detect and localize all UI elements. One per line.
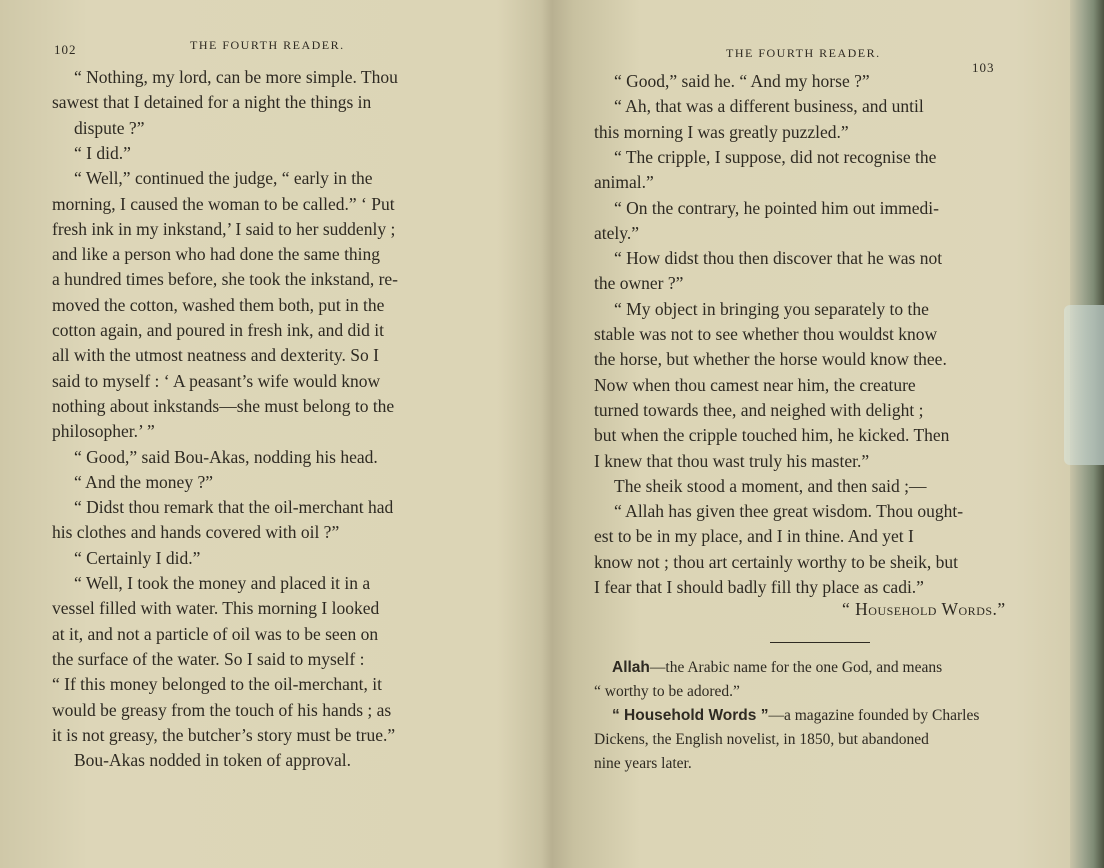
text-line: “ Allah has given thee great wisdom. Thou ought- <box>614 501 964 522</box>
footnote-text: —a magazine founded by Charles <box>768 707 980 724</box>
text-line: “ On the contrary, he pointed him out immedi- <box>614 197 939 218</box>
text-line: dispute ?” <box>74 117 145 138</box>
text-line: “ I did.” <box>74 142 131 163</box>
footnote-term: “ Household Words ” <box>612 707 769 724</box>
text-line: Now when thou camest near him, the creature <box>594 374 916 395</box>
left-page <box>0 0 520 868</box>
attribution: “ Household Words.” <box>842 599 1006 619</box>
page-number: 103 <box>972 60 995 75</box>
text-line: a hundred times before, she took the inkstand, re- <box>52 269 399 290</box>
text-line: all with the utmost neatness and dexterity. So I <box>52 345 379 366</box>
running-head: THE FOURTH READER. <box>190 38 345 52</box>
text-line: turned towards thee, and neighed with delight ; <box>594 399 924 420</box>
text-line: “ The cripple, I suppose, did not recognise the <box>614 146 937 167</box>
text-line: know not ; thou art certainly worthy to be sheik, but <box>594 551 959 572</box>
text-line: said to myself : ‘ A peasant’s wife would know <box>52 370 381 391</box>
text-line: The sheik stood a moment, and then said ;— <box>614 475 927 496</box>
text-line: the owner ?” <box>594 273 684 294</box>
footnote-line <box>612 706 979 726</box>
running-head: THE FOURTH READER. <box>726 46 881 60</box>
page-number: 102 <box>54 42 77 57</box>
text-line: Bou-Akas nodded in token of approval. <box>74 750 352 771</box>
text-line: “ Ah, that was a different business, and until <box>614 96 924 117</box>
text-line: his clothes and hands covered with oil ?” <box>52 522 340 543</box>
text-line: “ Good,” said he. “ And my horse ?” <box>614 71 870 91</box>
right-page <box>540 0 1070 868</box>
text-line: the surface of the water. So I said to myself : <box>52 648 365 669</box>
footnote-line <box>594 730 929 750</box>
bookmark-tab <box>1064 305 1104 465</box>
footnote-text: —the Arabic name for the one God, and means <box>649 659 943 676</box>
text-line: “ Nothing, my lord, can be more simple. Thou <box>74 67 398 87</box>
text-line: would be greasy from the touch of his hands ; as <box>52 699 392 720</box>
footnote-line <box>594 754 692 774</box>
text-line: cotton again, and poured in fresh ink, and did it <box>52 320 384 340</box>
footnote-term: Allah <box>612 659 650 676</box>
text-line: “ Well, I took the money and placed it in a <box>74 573 371 593</box>
text-line: est to be in my place, and I in thine. And yet I <box>594 526 914 547</box>
text-line: ately.” <box>594 222 640 243</box>
text-line: “ Didst thou remark that the oil-merchant had <box>74 497 394 518</box>
text-line: philosopher.’ ” <box>52 421 155 442</box>
footnote-text: “ worthy to be adored.” <box>594 683 740 700</box>
text-line: this morning I was greatly puzzled.” <box>594 121 849 142</box>
footnote-line <box>612 658 942 678</box>
text-line: at it, and not a particle of oil was to be seen on <box>52 623 379 644</box>
text-line: and like a person who had done the same thing <box>52 244 381 265</box>
text-line: morning, I caused the woman to be called.” ‘ Put <box>52 193 395 214</box>
footnote-text: nine years later. <box>594 755 692 772</box>
text-line: stable was not to see whether thou wouldst know <box>594 324 938 344</box>
text-line: “ Well,” continued the judge, “ early in the <box>74 168 373 189</box>
text-line: “ And the money ?” <box>74 471 213 492</box>
text-line: the horse, but whether the horse would know thee. <box>594 349 947 370</box>
text-line: I fear that I should badly fill thy place as cadi.” <box>594 577 924 597</box>
text-line: I knew that thou wast truly his master.” <box>594 450 870 471</box>
footnote-line <box>594 682 740 702</box>
text-line: animal.” <box>594 172 654 193</box>
text-line: “ Good,” said Bou-Akas, nodding his head. <box>74 446 378 467</box>
footnote-text: Dickens, the English novelist, in 1850, but abandoned <box>594 731 929 748</box>
text-line: vessel filled with water. This morning I looked <box>52 598 380 619</box>
text-line: “ How didst thou then discover that he was not <box>614 248 943 269</box>
text-line: but when the cripple touched him, he kicked. Then <box>594 425 950 446</box>
text-line: it is not greasy, the butcher’s story must be true.” <box>52 724 396 745</box>
section-divider <box>770 642 870 643</box>
text-line: sawest that I detained for a night the things in <box>52 92 372 113</box>
text-line: “ Certainly I did.” <box>74 547 201 568</box>
text-line: “ My object in bringing you separately to the <box>614 298 929 319</box>
text-line: nothing about inkstands—she must belong to the <box>52 395 395 416</box>
text-line: moved the cotton, washed them both, put in the <box>52 294 385 315</box>
text-line: fresh ink in my inkstand,’ I said to her suddenly ; <box>52 218 396 239</box>
text-line: “ If this money belonged to the oil-merchant, it <box>52 674 382 695</box>
